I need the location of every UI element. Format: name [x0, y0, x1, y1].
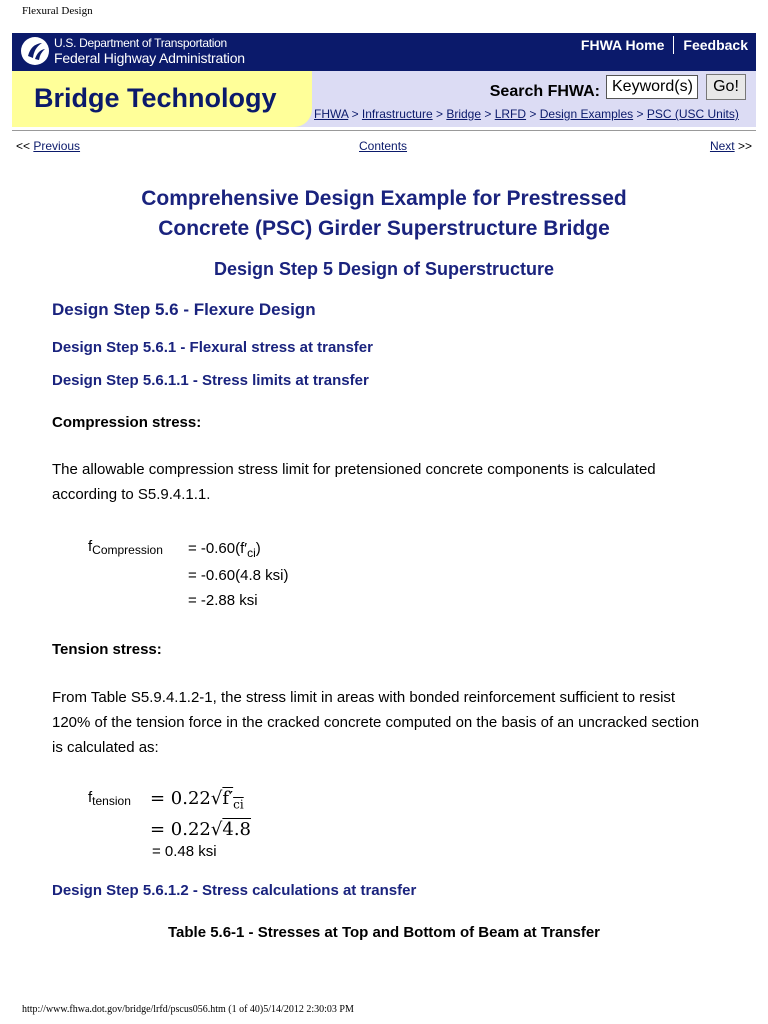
- eq-subscript: ci: [247, 546, 256, 560]
- search-label: Search FHWA:: [489, 83, 600, 100]
- site-title[interactable]: Bridge Technology: [34, 83, 277, 113]
- title-box: [12, 71, 312, 127]
- radicand-text: f′: [222, 788, 234, 809]
- title-strip: [12, 71, 756, 127]
- previous-link[interactable]: Previous: [33, 139, 81, 153]
- next-link[interactable]: Next: [709, 139, 735, 153]
- page-title-line-1: Comprehensive Design Example for Prestressed: [141, 187, 627, 210]
- ftension-line-3: = 0.48 ksi: [152, 843, 217, 860]
- feedback-link[interactable]: Feedback: [683, 37, 748, 53]
- contents-link[interactable]: Contents: [359, 139, 408, 153]
- print-header: Flexural Design: [22, 5, 93, 17]
- breadcrumb: [314, 107, 739, 121]
- eq-text: = -0.60(f′: [188, 540, 248, 557]
- heading-5-6-1-1: Design Step 5.6.1.1 - Stress limits at transfer: [52, 372, 369, 389]
- fcompression-symbol: [88, 538, 163, 555]
- ftension-symbol: [88, 789, 131, 806]
- breadcrumb-design-examples[interactable]: Design Examples: [539, 107, 634, 121]
- breadcrumb-separator: >: [435, 107, 443, 121]
- fcompression-line-2: = -0.60(4.8 ksi): [188, 567, 289, 584]
- breadcrumb-separator: >: [529, 107, 537, 121]
- agency-line-2: Federal Highway Administration: [54, 50, 245, 66]
- agency-line-1: U.S. Department of Transportation: [54, 36, 227, 50]
- print-footer: http://www.fhwa.dot.gov/bridge/lrfd/pscus056.htm (1 of 40)5/14/2012 2:30:03 PM: [22, 1004, 354, 1015]
- heading-5-6-1: Design Step 5.6.1 - Flexural stress at transfer: [52, 339, 373, 356]
- radicand: [222, 788, 244, 812]
- step-title: Design Step 5 Design of Superstructure: [213, 259, 555, 279]
- breadcrumb-fhwa[interactable]: FHWA: [314, 107, 349, 121]
- eq-text: ): [255, 540, 261, 557]
- f-subscript: Compression: [92, 543, 163, 557]
- breadcrumb-separator: >: [484, 107, 492, 121]
- compression-paragraph: The allowable compression stress limit for pretensioned concrete components is calculated according to S5.9.4.1.1.: [52, 461, 656, 503]
- next-arrows: >>: [737, 139, 752, 153]
- nav-contents: [359, 139, 407, 153]
- dot-logo-icon[interactable]: [20, 36, 50, 66]
- fcompression-line-1: [188, 540, 261, 560]
- f-symbol: f: [88, 789, 93, 806]
- eq-text: = 0.22: [150, 788, 211, 809]
- f-subscript: tension: [92, 794, 131, 808]
- link-divider: [673, 36, 674, 54]
- agency-name[interactable]: [54, 36, 245, 66]
- radicand-subscript: ci: [233, 797, 244, 812]
- search-go-button[interactable]: Go!: [706, 74, 746, 100]
- ftension-line-2: [150, 819, 251, 840]
- prev-arrows: <<: [16, 139, 31, 153]
- breadcrumb-infrastructure[interactable]: Infrastructure: [361, 107, 433, 121]
- sqrt-sign: √: [210, 788, 223, 809]
- fcompression-line-3: = -2.88 ksi: [188, 592, 258, 609]
- fhwa-home-link[interactable]: FHWA Home: [580, 37, 665, 53]
- radicand-text: 4.8: [222, 819, 252, 840]
- breadcrumb-bridge[interactable]: Bridge: [446, 107, 482, 121]
- search-input[interactable]: [606, 75, 698, 99]
- nav-previous: [16, 139, 80, 153]
- table-caption: Table 5.6-1 - Stresses at Top and Bottom of Beam at Transfer: [167, 924, 601, 941]
- page-title: [0, 184, 768, 244]
- eq-text: = 0.22: [150, 819, 211, 840]
- ftension-line-1: [150, 788, 244, 812]
- top-links: [581, 36, 748, 54]
- nav-next: [710, 139, 752, 153]
- f-symbol: f: [88, 538, 93, 555]
- sqrt-sign: √: [210, 819, 223, 840]
- heading-5-6-1-2: Design Step 5.6.1.2 - Stress calculations at transfer: [52, 882, 417, 899]
- page-title-line-2: Concrete (PSC) Girder Superstructure Bridge: [158, 217, 610, 240]
- breadcrumb-lrfd[interactable]: LRFD: [494, 107, 527, 121]
- heading-5-6: Design Step 5.6 - Flexure Design: [52, 300, 316, 319]
- compression-label: Compression stress:: [52, 414, 202, 431]
- breadcrumb-separator: >: [351, 107, 359, 121]
- breadcrumb-psc-usc[interactable]: PSC (USC Units): [646, 107, 739, 121]
- agency-banner: [12, 33, 756, 71]
- tension-paragraph: From Table S5.9.4.1.2-1, the stress limit in areas with bonded reinforcement sufficient to resist 120% of the tension force in the cracked concrete computed on the basis of an uncracked section is calculated as:: [52, 689, 700, 756]
- header-divider: [12, 130, 756, 131]
- tension-label: Tension stress:: [52, 641, 162, 658]
- breadcrumb-separator: >: [636, 107, 644, 121]
